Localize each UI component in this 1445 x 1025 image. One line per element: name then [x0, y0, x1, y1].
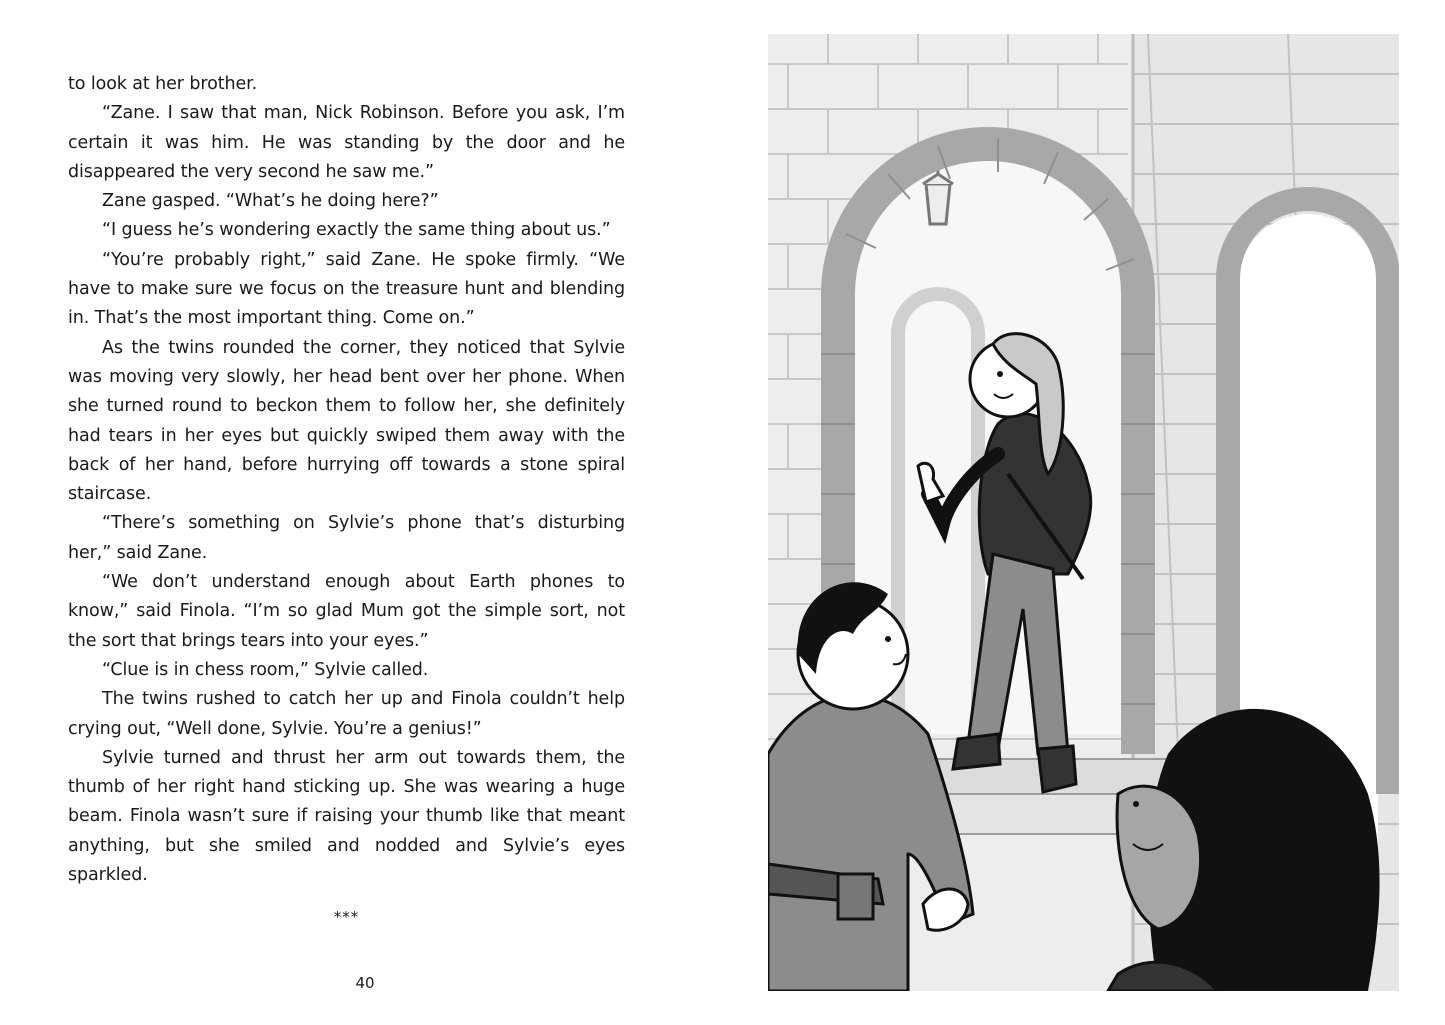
paragraph: As the twins rounded the corner, they noticed that Sylvie was moving very slowly, her head bent over her phone. When she turned round to beckon them to follow her, she definitely had tears in her eyes but quickly swiped them away with the back of her hand, before hurrying off towards a stone spiral staircase. — [68, 337, 625, 505]
paragraph: “Clue is in chess room,” Sylvie called. — [102, 659, 429, 680]
section-break: *** — [333, 908, 360, 927]
illustration-svg — [768, 34, 1399, 991]
paragraph: “You’re probably right,” said Zane. He spoke firmly. “We have to make sure we focus on the treasure hunt and blending in. That’s the most important thing. Come on.” — [68, 249, 625, 329]
story-text — [68, 70, 625, 927]
paragraph: “There’s something on Sylvie’s phone that’s disturbing her,” said Zane. — [68, 513, 625, 563]
illustration — [768, 34, 1399, 991]
paragraph: Sylvie turned and thrust her arm out towards them, the thumb of her right hand sticking up. She was wearing a huge beam. Finola wasn’t sure if raising your thumb like that meant anything, but she smiled and nodded and Sylvie’s eyes sparkled. — [68, 747, 625, 886]
page-number: 40 — [355, 974, 375, 992]
paragraph: “Zane. I saw that man, Nick Robinson. Before you ask, I’m certain it was him. He was standing by the door and he disappeared the very second he saw me.” — [68, 103, 625, 182]
paragraph: The twins rushed to catch her up and Finola couldn’t help crying out, “Well done, Sylvie. You’re a genius!” — [68, 689, 625, 739]
paragraph: “I guess he’s wondering exactly the same thing about us.” — [102, 220, 611, 241]
paragraph-continued: to look at her brother. — [68, 74, 258, 94]
paragraph: “We don’t understand enough about Earth phones to know,” said Finola. “I’m so glad Mum got the simple sort, not the sort that brings tears into your eyes.” — [68, 572, 625, 651]
paragraph: Zane gasped. “What’s he doing here?” — [102, 191, 439, 212]
